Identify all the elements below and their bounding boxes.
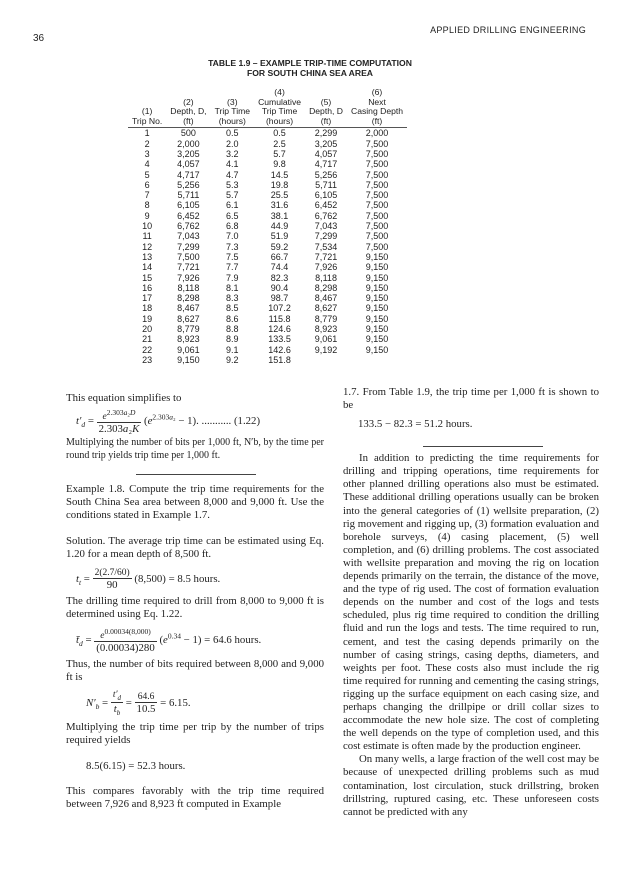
trip-time-table [128,88,407,365]
solution: Solution. The average trip time can be estimated using Eq. 1.20 for a mean depth of 8,500 ft. [66,535,324,561]
table-cell: 151.8 [268,354,291,365]
table-cell: 13 [142,251,153,262]
table-cell: 9,150 [365,251,389,262]
table-cell: 90.4 [270,282,289,293]
table-cell: 6,762 [177,221,200,232]
table-cell [347,355,407,365]
table-cell: 8,467 [177,303,200,314]
table-row [128,283,407,293]
equation-trip-time [76,568,324,591]
table-cell: 25.5 [270,190,289,201]
column-header [128,88,166,128]
table-row [128,128,407,139]
table-cell: 5 [144,169,150,180]
paragraph: Thus, the number of bits required between 8,000 and 9,000 ft is [66,657,324,683]
table-cell: 7.5 [226,251,239,262]
table-cell: 5.3 [226,179,239,190]
table-cell: 98.7 [270,293,289,304]
table-row [128,252,407,262]
table-cell: 5,256 [314,169,338,180]
table-cell: 14 [142,262,153,273]
table-cell: 10 [142,221,153,232]
column-header-line: (3) [227,96,238,107]
table-cell: 7,500 [365,169,389,180]
paragraph: The drilling time required to drill from 8,000 to 9,000 ft is determined using Eq. 1.22. [66,594,324,620]
table-cell: 8,627 [177,313,200,324]
table-cell: 0.5 [273,128,286,139]
table-row [128,345,407,355]
table-cell: 2 [144,138,150,149]
table-cell: 8,298 [314,282,338,293]
table-cell: 3.2 [226,148,239,159]
column-header-line: (ft) [320,115,332,126]
table-cell: 133.5 [268,334,291,345]
table-cell: 7,721 [177,262,200,273]
table-cell: 8.8 [226,324,239,335]
column-header-line: Depth, D, [170,106,207,117]
table-cell: 8.3 [226,293,239,304]
table-row [128,334,407,344]
table-cell: 4 [144,159,150,170]
equation-drilling-time [76,627,324,654]
eq-equals: = [125,697,132,710]
table-cell: 9.2 [226,354,239,365]
column-header-line: Cumulative [258,96,302,107]
table-cell: 59.2 [270,241,289,252]
table-cell: 500 [180,128,196,139]
table-cell: 5,711 [177,190,200,201]
table-cell: 18 [142,303,153,314]
table-cell: 51.9 [270,231,289,242]
table-cell: 15 [142,272,153,283]
eq-fraction [93,568,132,591]
column-header [166,88,210,128]
table-cell: 4,057 [314,148,338,159]
column-header-line: (hours) [265,115,294,126]
column-header-line: (1) [141,106,153,117]
table-cell: 2,299 [314,128,338,139]
table-row [128,231,407,241]
table-row [128,221,407,231]
table-cell: 7,926 [177,272,200,283]
column-header-line: (4) [274,87,285,97]
table-cell: 7,500 [177,251,200,262]
column-header-line: (2) [183,96,194,107]
table-cell: 9,150 [365,344,389,355]
table-cell: 31.6 [270,200,289,211]
table-row [128,242,407,252]
table-cell: 11 [142,231,152,242]
table-cell: 12 [142,241,153,252]
eq-tail: $(e^{0.34} - 1) = 64.6$ hours. [159,631,262,646]
table-cell: 7,299 [314,231,338,242]
table-cell: 7,043 [177,231,200,242]
table-cell: 8,779 [177,324,200,335]
table-cell: 5,711 [315,179,337,190]
table-cell: 8 [144,200,150,211]
table-cell: 1 [144,128,150,139]
table-cell: 9,061 [177,344,200,355]
table-cell: 23 [142,354,153,365]
table-cell: 4,057 [177,159,200,170]
paragraph: Multiplying the trip time per trip by the number of trips required yields [66,721,324,747]
eq-fraction [97,408,142,435]
column-header-line: (ft) [183,115,194,126]
table-row [128,314,407,324]
divider [423,446,543,447]
table-cell: 8,118 [315,272,337,283]
equation-bits [86,690,324,717]
table-cell: 9.8 [273,159,286,170]
column-header [211,88,255,128]
table-cell: 9,150 [365,303,389,314]
table-cell: 4,717 [314,159,338,170]
table-cell: 9,061 [314,334,338,345]
table-cell: 6.8 [226,221,239,232]
table-cell: 7,500 [365,190,389,201]
table-cell: 6,105 [177,200,200,211]
column-header-line: Trip Time [214,106,251,117]
paragraph: Multiplying the number of bits per 1,000 ft, N′b, by the time per round trip yields trip time per 1,000 ft. [66,437,324,461]
table-cell: 7.7 [226,262,239,273]
eq-numerator: 2(2.7/60) [94,567,130,578]
eq-fraction [135,692,158,715]
table-cell: 22 [142,344,153,355]
table-row [128,190,407,200]
table-cell: 8,627 [314,303,338,314]
table-cell: 9,150 [365,272,389,283]
table-title-line1: TABLE 1.9 – EXAMPLE TRIP-TIME COMPUTATION [208,58,412,68]
left-column [66,392,324,811]
table-cell: 124.6 [268,324,291,335]
table-cell: 7,721 [314,251,338,262]
eq-dots: ........... [201,415,232,428]
example-1-8: Example 1.8. Compute the trip time requirements for the South China Sea area between 8,000 and 9,000 ft. Use the conditions stated in Example 1.7. [66,483,324,522]
table-cell: 4,717 [177,169,200,180]
table-cell: 7.3 [226,241,239,252]
table-cell: 6,105 [314,190,338,201]
eq-denominator: 10.5 [136,703,156,716]
column-header-line: Trip Time [261,106,298,117]
column-header-line: (6) [371,87,383,97]
table-cell: 21 [142,334,153,345]
eq-fraction [111,690,123,717]
column-header-line: Next [368,96,386,107]
table-row [128,262,407,272]
table-cell: 17 [142,293,153,304]
table-cell: 19 [142,313,153,324]
table-cell: 7.0 [226,231,239,242]
table-cell: 107.2 [268,303,291,314]
table-cell: 4.7 [226,169,239,180]
right-column [343,386,599,819]
table-cell: 7,500 [365,138,389,149]
column-header-line: Depth, D [309,106,343,117]
table-cell: 6,452 [314,200,338,211]
table-cell: 5.7 [273,148,286,159]
eq-numerator: $e^{2.303a_2D}$ [97,408,142,423]
table-cell: 16 [142,282,153,293]
table-cell: 7,534 [314,241,338,252]
column-header [254,88,305,128]
table-body [128,128,407,365]
table-row [128,139,407,149]
table-cell: 7,500 [365,241,389,252]
table-cell: 9,150 [177,354,200,365]
table-cell: 7,926 [314,262,338,273]
table-cell: 74.4 [270,262,289,273]
table-cell: 2.0 [226,138,239,149]
equation-1-22 [76,408,324,435]
column-header-line: (hours) [218,115,246,126]
table-row [128,159,407,169]
table-row [128,303,407,313]
table-cell: 7,500 [365,231,389,242]
table-row [128,170,407,180]
eq-numerator: 64.6 [135,692,158,703]
paragraph: In addition to predicting the time requirements for drilling and tripping operations, time requirements for other planned drilling operations also must be estimated. These additional drilling operations usually can be broken into the general categories of (1) wellsite preparation, (2) rig movement and rigging up, (3) formation evaluation and borehole surveys, (4) casing placement, (5) well completion, and (6) drilling problems. The cost associated with wellsite preparation and moving the rig on location depends primarily on the terrain, the distance of the move, and the type of rig used. The cost of formation evaluation depends on the number and cost of the logs and tests scheduled, plus rig time required to condition the drilling fluid and run the logs and tests. The time required to run, cement, and test the casing depends primarily on the number of casing strings, casing depths, diameters, and weights per foot. These costs also must include the rig time required for running and cementing the casing strings, rigging up the surface equipment on each casing size, and perhaps changing the drillpipe or drill collar sizes to accommodate the new hole size. The cost of completing the well depends on the type of completion used, and this cost estimate is often made by the production engineer. [343,452,599,753]
table-cell: 6,762 [314,210,338,221]
equation-result: 8.5(6.15) = 52.3 hours. [86,760,186,773]
eq-numerator: $e^{0.00034(8,000)}$ [94,627,156,642]
table-row [128,324,407,334]
table-cell: 8,779 [314,313,338,324]
table-cell: 7,500 [365,179,389,190]
eq-fraction [94,627,156,654]
table-cell: 20 [142,324,153,335]
eq-numerator: $t'_d$ [112,690,122,702]
column-header [347,88,407,128]
table-cell: 38.1 [270,210,289,221]
table-cell [305,355,347,365]
table-cell: 5,256 [177,179,200,190]
eq-lhs: $t_t$ = [76,572,90,587]
eq-lhs: $t'_d$ = [76,415,94,430]
table-cell: 8.9 [226,334,239,345]
table-header-row [128,88,407,128]
column-header-line: (ft) [371,115,383,126]
table-cell: 6.1 [226,200,239,211]
table-cell: 9,150 [365,324,389,335]
table-row [128,200,407,210]
table-cell: 44.9 [270,221,289,232]
eq-denominator: (0.00034)280 [96,641,155,654]
table-cell: 9,192 [314,344,338,355]
table-cell: 8,923 [177,334,200,345]
table-cell: 2.5 [273,138,286,149]
table-row [128,211,407,221]
table-cell: 8,118 [177,282,200,293]
table-cell: 115.8 [268,313,291,324]
table-cell: 3 [144,148,150,159]
table-cell: 9,150 [365,334,389,345]
equation-trip-per-1000: 133.5 − 82.3 = 51.2 hours. [358,418,473,431]
table-cell: 8,923 [314,324,338,335]
paragraph: This equation simplifies to [66,392,182,404]
table-cell: 7 [144,190,150,201]
table-cell: 7,299 [177,241,200,252]
table-cell: 7,500 [365,148,389,159]
table-cell: 7,500 [365,200,389,211]
table-row [128,355,407,365]
table-cell: 2,000 [365,128,389,139]
table-cell: 4.1 [226,159,239,170]
table-cell: 66.7 [270,251,289,262]
table-cell: 2,000 [177,138,200,149]
column-header-line: Trip No. [132,115,163,126]
eq-tail: = 6.15. [160,697,191,710]
divider [136,474,256,475]
running-head: APPLIED DRILLING ENGINEERING [430,25,586,35]
table-cell: 7,500 [365,210,389,221]
eq-lhs: $N'_b$ = [86,697,109,712]
table-row [128,180,407,190]
table-cell: 9.1 [226,344,239,355]
page-number: 36 [33,33,45,44]
table-title-line2: FOR SOUTH CHINA SEA AREA [246,68,374,78]
column-header [305,88,347,128]
column-header-line: (5) [320,96,332,107]
table-cell: 6.5 [226,210,239,221]
table-cell: 6 [144,179,150,190]
table-cell: 19.8 [270,179,289,190]
eq-label: (1.22) [233,415,261,428]
table-cell: 9 [144,210,150,221]
table-cell: 3,205 [314,138,338,149]
table-cell: 9,150 [365,293,389,304]
table-cell: 7,043 [314,221,338,232]
table-title [160,58,460,78]
table-cell: 0.5 [226,128,239,139]
table-cell: 9,150 [365,313,389,324]
table-row [128,293,407,303]
column-header-line: Casing Depth [350,106,404,117]
table-cell: 7,500 [365,159,389,170]
paragraph: On many wells, a large fraction of the well cost may be because of unexpected drilling problems such as mud contamination, lost circulation, stuck drillstring, broken drillstring, ruptured casing, etc. These unforeseen costs cannot be predicted with any [343,753,599,818]
table-cell: 8.5 [226,303,239,314]
table-cell: 9,150 [365,282,389,293]
eq-denominator: $t_b$ [113,702,121,718]
table-cell: 7,500 [365,221,389,232]
table-cell: 82.3 [270,272,289,283]
eq-tail: (8,500) = 8.5 hours. [134,572,221,585]
table-cell: 14.5 [270,169,289,180]
table-cell: 6,452 [177,210,200,221]
table-cell: 8.6 [226,313,239,324]
table-row [128,149,407,159]
table-cell: 3,205 [177,148,200,159]
paragraph: This compares favorably with the trip time required between 7,926 and 8,923 ft computed in Example [66,785,324,811]
table-cell: 7.9 [226,272,239,283]
table-cell: 8.1 [226,282,239,293]
table-cell: 9,150 [365,262,389,273]
table-cell: 8,298 [177,293,200,304]
eq-denominator: 2.303a₂K [98,423,140,436]
eq-lhs: $t̄_d$ = [76,633,92,648]
table-cell: 8,467 [314,293,338,304]
table-cell: 5.7 [226,190,239,201]
eq-denominator: 90 [106,578,118,591]
paragraph: 1.7. From Table 1.9, the trip time per 1,000 ft is shown to be [343,386,599,412]
table-row [128,273,407,283]
table-cell: 142.6 [268,344,291,355]
eq-tail: $(e^{2.303a_2} - 1)$. [144,412,199,428]
